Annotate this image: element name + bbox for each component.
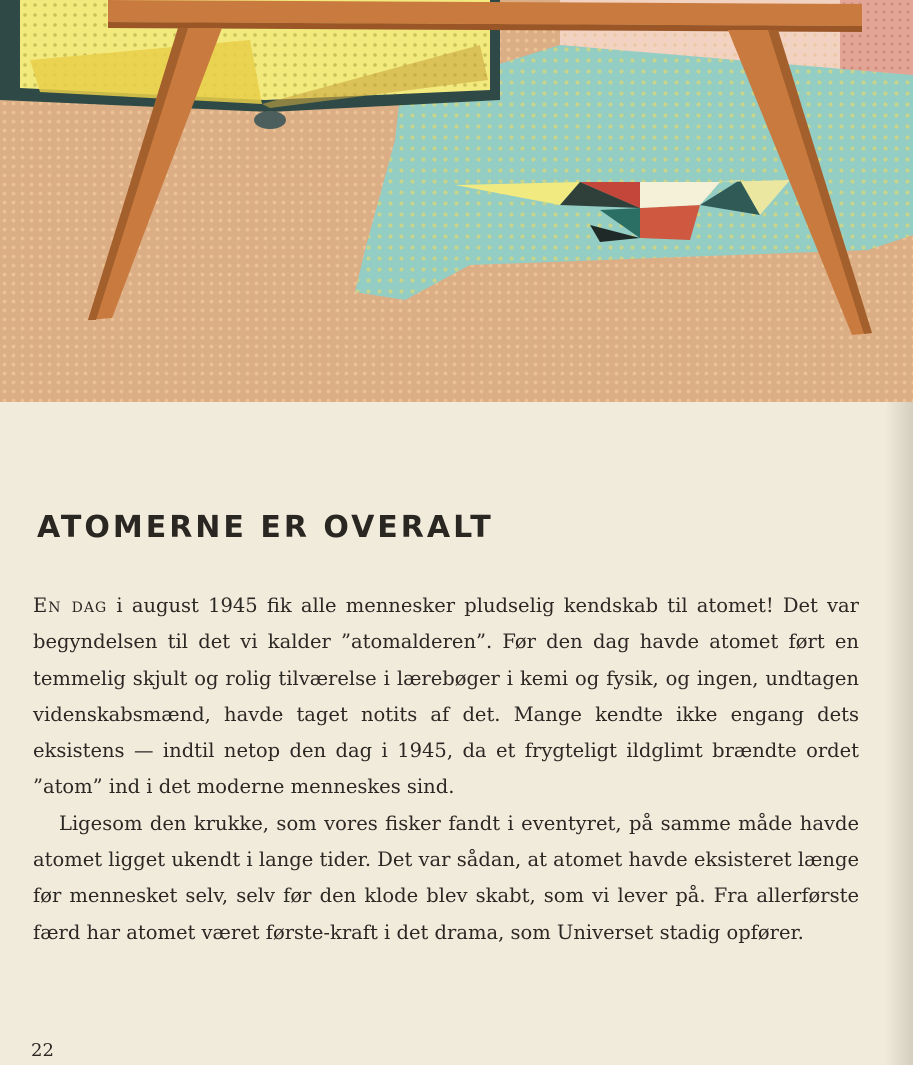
page-gutter-shadow	[885, 402, 913, 1065]
paragraph-1	[33, 588, 859, 806]
page-heading: ATOMERNE ER OVERALT	[37, 510, 494, 545]
body-text	[33, 588, 859, 951]
illustration	[0, 0, 913, 402]
cabinet-foot	[254, 111, 286, 129]
paragraph-1-text: i august 1945 fik alle mennesker pludselig kendskab til atomet! Det var begyndelsen til det vi kalder ”atomalderen”. Før den dag havde atomet ført en temmelig skjult og rolig tilværelse i lærebøger i kemi og fysik, og ingen, undtagen videnskabsmænd, havde taget notits af det. Mange kendte ikke engang dets eksistens — indtil netop den dag i 1945, da et frygteligt ildglimt brændte ordet ”atom” ind i det moderne menneskes sind.	[33, 594, 860, 799]
paragraph-lead: En dag	[33, 594, 108, 617]
paragraph-2: Ligesom den krukke, som vores fisker fandt i eventyret, på samme måde havde atomet ligget ukendt i lange tider. Det var sådan, at atomet havde eksisteret længe før mennesket selv, selv før den klode blev skabt, som vi lever på. Fra allerførste færd har atomet været første-kraft i det drama, som Universet stadig opfører.	[33, 811, 859, 944]
table-illustration	[0, 0, 913, 402]
table-top	[108, 0, 862, 26]
page-number: 22	[31, 1040, 54, 1061]
